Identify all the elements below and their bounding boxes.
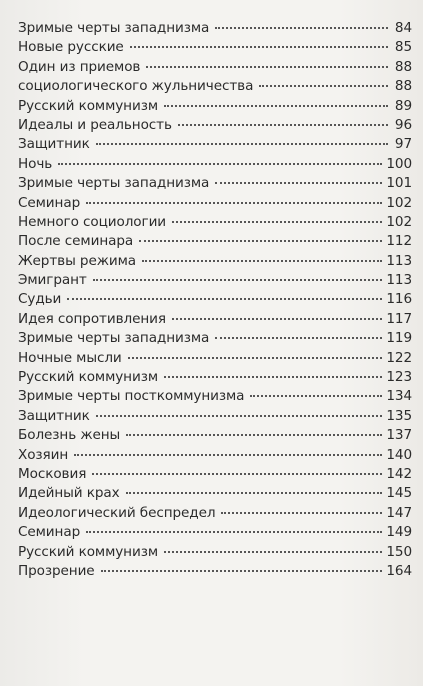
table-of-contents	[18, 19, 412, 581]
toc-entry-title: Идеологический беспредел	[18, 504, 216, 521]
dot-leader	[86, 201, 382, 204]
dot-leader	[250, 394, 382, 397]
toc-entry-title: После семинара	[18, 233, 134, 250]
toc-entry	[18, 387, 412, 406]
dot-leader	[96, 414, 383, 417]
toc-entry-page-number: 113	[386, 272, 412, 289]
toc-entry-title: Семинар	[18, 524, 81, 541]
toc-entry	[18, 155, 412, 174]
toc-entry-page-number: 88	[394, 78, 412, 95]
dot-leader	[126, 491, 383, 494]
toc-entry	[18, 252, 412, 271]
toc-entry-page-number: 89	[394, 97, 412, 114]
toc-entry-title: Эмигрант	[18, 272, 87, 289]
toc-entry-page-number: 137	[386, 427, 412, 444]
toc-entry	[18, 232, 412, 251]
toc-entry	[18, 562, 412, 581]
toc-entry-title: социологического жульничества	[18, 78, 254, 95]
toc-entry-page-number: 100	[386, 155, 412, 172]
toc-entry	[18, 523, 412, 542]
toc-entry-title: Прозрение	[18, 562, 95, 579]
dot-leader	[58, 162, 382, 165]
toc-entry	[18, 271, 412, 290]
toc-entry-title: Зримые черты западнизма	[18, 20, 210, 36]
dot-leader	[67, 297, 382, 300]
toc-entry	[18, 19, 412, 38]
toc-entry-page-number: 147	[386, 504, 412, 521]
toc-entry	[18, 116, 412, 135]
toc-entry-title: Русский коммунизм	[18, 97, 158, 114]
toc-entry-page-number: 135	[386, 407, 412, 424]
toc-entry	[18, 426, 412, 445]
toc-entry-title: Семинар	[18, 194, 81, 211]
toc-entry-title: Болезнь жены	[18, 427, 121, 444]
toc-entry-page-number: 96	[394, 116, 412, 133]
toc-entry-title: Защитник	[18, 136, 90, 153]
toc-entry-page-number: 119	[386, 330, 412, 347]
toc-entry-page-number: 102	[386, 194, 412, 211]
toc-entry-page-number: 101	[386, 175, 412, 192]
dot-leader	[128, 356, 383, 359]
toc-entry	[18, 368, 412, 387]
dot-leader	[172, 317, 382, 320]
toc-entry-title: Жертвы режима	[18, 252, 136, 269]
toc-entry-page-number: 140	[386, 446, 412, 463]
dot-leader	[215, 181, 382, 184]
dot-leader	[172, 220, 382, 223]
dot-leader	[221, 511, 382, 514]
toc-entry	[18, 77, 412, 96]
toc-entry	[18, 465, 412, 484]
toc-entry	[18, 290, 412, 309]
toc-entry	[18, 135, 412, 154]
toc-entry-title: Зримые черты западнизма	[18, 175, 210, 192]
toc-entry-title: Новые русские	[18, 39, 124, 56]
dot-leader	[74, 453, 382, 456]
toc-entry-page-number: 145	[386, 485, 412, 502]
toc-entry-page-number: 164	[386, 562, 412, 579]
toc-entry-title: Русский коммунизм	[18, 369, 158, 386]
dot-leader	[96, 142, 388, 145]
dot-leader	[215, 26, 388, 29]
toc-entry-page-number: 150	[386, 543, 412, 560]
toc-entry-page-number: 123	[386, 369, 412, 386]
toc-entry	[18, 407, 412, 426]
toc-entry-page-number: 149	[386, 524, 412, 541]
toc-entry-title: Идея сопротивления	[18, 310, 166, 327]
dot-leader	[259, 84, 388, 87]
dot-leader	[146, 65, 388, 68]
dot-leader	[142, 259, 382, 262]
toc-entry-title: Идейный крах	[18, 485, 120, 502]
toc-entry-title: Ночные мысли	[18, 349, 122, 366]
toc-entry-title: Хозяин	[18, 446, 69, 463]
dot-leader	[164, 550, 382, 553]
dot-leader	[164, 104, 388, 107]
toc-entry-page-number: 117	[386, 310, 412, 327]
dot-leader	[130, 45, 388, 48]
toc-entry-page-number: 142	[386, 465, 412, 482]
toc-entry	[18, 194, 412, 213]
dot-leader	[86, 530, 382, 533]
toc-entry	[18, 504, 412, 523]
dot-leader	[92, 472, 382, 475]
dot-leader	[178, 123, 388, 126]
toc-entry-title: Зримые черты западнизма	[18, 330, 210, 347]
toc-entry	[18, 97, 412, 116]
dot-leader	[215, 336, 382, 339]
toc-entry-page-number: 88	[394, 58, 412, 75]
toc-entry	[18, 174, 412, 193]
toc-entry-title: Московия	[18, 465, 87, 482]
toc-entry	[18, 310, 412, 329]
toc-entry-page-number: 113	[386, 252, 412, 269]
dot-leader	[164, 375, 382, 378]
toc-entry-page-number: 85	[394, 39, 412, 56]
toc-entry-title: Ночь	[18, 155, 53, 172]
toc-entry	[18, 543, 412, 562]
toc-entry-title: Идеалы и реальность	[18, 116, 172, 133]
toc-entry-title: Немного социологии	[18, 213, 167, 230]
toc-entry-page-number: 84	[394, 20, 412, 36]
toc-entry-page-number: 134	[386, 388, 412, 405]
toc-entry-page-number: 122	[386, 349, 412, 366]
toc-entry	[18, 38, 412, 57]
dot-leader	[101, 569, 383, 572]
toc-entry	[18, 329, 412, 348]
toc-entry-page-number: 97	[394, 136, 412, 153]
toc-entry-title: Судьи	[18, 291, 62, 308]
toc-entry	[18, 58, 412, 77]
toc-entry-page-number: 116	[386, 291, 412, 308]
toc-entry-page-number: 102	[386, 213, 412, 230]
toc-entry-title: Один из приемов	[18, 58, 141, 75]
dot-leader	[139, 239, 382, 242]
toc-entry-title: Русский коммунизм	[18, 543, 158, 560]
dot-leader	[126, 433, 382, 436]
toc-entry	[18, 446, 412, 465]
toc-entry-title: Защитник	[18, 407, 90, 424]
toc-entry	[18, 349, 412, 368]
toc-entry	[18, 213, 412, 232]
toc-entry-page-number: 112	[386, 233, 412, 250]
toc-entry	[18, 484, 412, 503]
toc-entry-title: Зримые черты посткоммунизма	[18, 388, 245, 405]
dot-leader	[93, 278, 383, 281]
